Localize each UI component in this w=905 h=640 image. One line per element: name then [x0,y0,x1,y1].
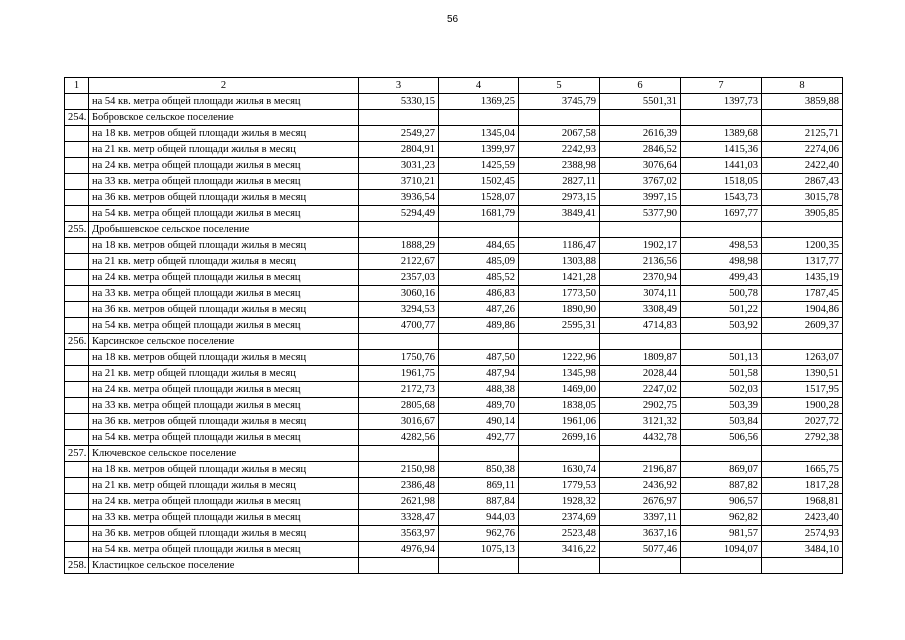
value-cell: 1890,90 [519,302,600,318]
value-cell: 1502,45 [439,174,519,190]
value-cell: 906,57 [681,494,762,510]
value-cell: 506,56 [681,430,762,446]
row-label: на 54 кв. метра общей площади жилья в месяц [89,206,359,222]
settlement-name: Ключевское сельское поселение [89,446,359,462]
page-number: 56 [446,14,459,25]
table-row [65,158,843,174]
value-cell: 2028,44 [600,366,681,382]
settlement-name: Кластицкое сельское поселение [89,558,359,574]
table-row [65,478,843,494]
value-cell: 1094,07 [681,542,762,558]
header-cell: 1 [65,78,89,94]
value-cell: 3859,88 [762,94,843,110]
row-index [65,510,89,526]
value-cell: 2436,92 [600,478,681,494]
row-label: на 33 кв. метра общей площади жилья в месяц [89,286,359,302]
table-header-row [65,78,843,94]
value-cell: 2792,38 [762,430,843,446]
header-cell: 3 [359,78,439,94]
value-cell: 2388,98 [519,158,600,174]
value-cell: 499,43 [681,270,762,286]
value-cell: 1900,28 [762,398,843,414]
value-cell [762,222,843,238]
table-row [65,398,843,414]
table-row [65,414,843,430]
value-cell [439,446,519,462]
value-cell: 3121,32 [600,414,681,430]
value-cell: 1543,73 [681,190,762,206]
table-row [65,318,843,334]
table-row [65,286,843,302]
value-cell: 487,26 [439,302,519,318]
row-index [65,270,89,286]
value-cell: 2067,58 [519,126,600,142]
value-cell: 488,38 [439,382,519,398]
value-cell: 2150,98 [359,462,439,478]
section-row [65,222,843,238]
value-cell: 3308,49 [600,302,681,318]
row-label: на 21 кв. метр общей площади жилья в месяц [89,478,359,494]
value-cell: 3710,21 [359,174,439,190]
value-cell: 1773,50 [519,286,600,302]
value-cell: 3849,41 [519,206,600,222]
value-cell: 887,82 [681,478,762,494]
value-cell: 2423,40 [762,510,843,526]
row-index: 257. [65,446,89,462]
value-cell: 1888,29 [359,238,439,254]
value-cell: 1415,36 [681,142,762,158]
row-index [65,350,89,366]
value-cell: 485,52 [439,270,519,286]
value-cell: 2172,73 [359,382,439,398]
value-cell [439,558,519,574]
row-index [65,302,89,318]
value-cell: 1928,32 [519,494,600,510]
value-cell: 501,58 [681,366,762,382]
value-cell: 3905,85 [762,206,843,222]
value-cell: 3060,16 [359,286,439,302]
value-cell [600,334,681,350]
value-cell: 2125,71 [762,126,843,142]
table-row [65,350,843,366]
section-row [65,446,843,462]
section-row [65,110,843,126]
value-cell: 1397,73 [681,94,762,110]
value-cell [359,558,439,574]
value-cell: 487,94 [439,366,519,382]
value-cell: 2609,37 [762,318,843,334]
value-cell: 981,57 [681,526,762,542]
value-cell: 2357,03 [359,270,439,286]
header-cell: 2 [89,78,359,94]
table-row [65,382,843,398]
value-cell: 3031,23 [359,158,439,174]
value-cell: 1200,35 [762,238,843,254]
row-index [65,286,89,302]
table-row [65,254,843,270]
value-cell [359,446,439,462]
value-cell: 962,82 [681,510,762,526]
value-cell: 4282,56 [359,430,439,446]
header-cell: 7 [681,78,762,94]
value-cell: 1517,95 [762,382,843,398]
row-label: на 36 кв. метров общей площади жилья в месяц [89,190,359,206]
row-index: 255. [65,222,89,238]
row-index [65,398,89,414]
value-cell [762,558,843,574]
table-row [65,270,843,286]
value-cell: 1904,86 [762,302,843,318]
row-label: на 21 кв. метр общей площади жилья в месяц [89,366,359,382]
value-cell: 3563,97 [359,526,439,542]
row-index [65,462,89,478]
value-cell: 503,84 [681,414,762,430]
value-cell: 486,83 [439,286,519,302]
value-cell: 2676,97 [600,494,681,510]
table-body [65,78,843,574]
value-cell: 2422,40 [762,158,843,174]
value-cell [762,110,843,126]
value-cell: 2973,15 [519,190,600,206]
value-cell: 1441,03 [681,158,762,174]
value-cell: 1968,81 [762,494,843,510]
value-cell: 1303,88 [519,254,600,270]
row-label: на 36 кв. метров общей площади жилья в месяц [89,526,359,542]
value-cell: 2549,27 [359,126,439,142]
row-index [65,366,89,382]
value-cell: 2136,56 [600,254,681,270]
value-cell: 1369,25 [439,94,519,110]
table-row [65,94,843,110]
value-cell: 2846,52 [600,142,681,158]
value-cell: 869,07 [681,462,762,478]
row-label: на 54 кв. метра общей площади жилья в месяц [89,430,359,446]
value-cell: 498,53 [681,238,762,254]
value-cell: 3015,78 [762,190,843,206]
value-cell: 502,03 [681,382,762,398]
value-cell [359,110,439,126]
value-cell: 5501,31 [600,94,681,110]
table-row [65,142,843,158]
value-cell: 3484,10 [762,542,843,558]
value-cell [681,446,762,462]
value-cell: 490,14 [439,414,519,430]
value-cell: 2242,93 [519,142,600,158]
value-cell: 962,76 [439,526,519,542]
row-label: на 21 кв. метр общей площади жилья в месяц [89,254,359,270]
value-cell: 1075,13 [439,542,519,558]
header-cell: 6 [600,78,681,94]
row-label: на 18 кв. метров общей площади жилья в месяц [89,126,359,142]
value-cell: 2805,68 [359,398,439,414]
value-cell: 3637,16 [600,526,681,542]
value-cell [439,334,519,350]
value-cell [681,558,762,574]
value-cell: 1390,51 [762,366,843,382]
table-row [65,302,843,318]
value-cell: 1528,07 [439,190,519,206]
value-cell [600,110,681,126]
value-cell: 1222,96 [519,350,600,366]
value-cell: 2247,02 [600,382,681,398]
table-row [65,510,843,526]
row-index: 256. [65,334,89,350]
value-cell: 1697,77 [681,206,762,222]
row-index [65,158,89,174]
value-cell: 1665,75 [762,462,843,478]
value-cell: 2386,48 [359,478,439,494]
settlement-name: Карсинское сельское поселение [89,334,359,350]
row-label: на 54 кв. метра общей площади жилья в месяц [89,318,359,334]
table-row [65,542,843,558]
row-index [65,142,89,158]
value-cell: 3936,54 [359,190,439,206]
value-cell: 3074,11 [600,286,681,302]
table-row [65,494,843,510]
value-cell [681,222,762,238]
row-label: на 33 кв. метра общей площади жилья в месяц [89,510,359,526]
row-index [65,190,89,206]
row-label: на 24 кв. метра общей площади жилья в месяц [89,494,359,510]
table-row [65,430,843,446]
value-cell [519,446,600,462]
value-cell: 4700,77 [359,318,439,334]
row-index [65,94,89,110]
value-cell: 2699,16 [519,430,600,446]
row-index [65,414,89,430]
value-cell: 501,13 [681,350,762,366]
value-cell: 1961,75 [359,366,439,382]
value-cell: 1961,06 [519,414,600,430]
row-label: на 24 кв. метра общей площади жилья в месяц [89,270,359,286]
table-row [65,462,843,478]
value-cell: 2621,98 [359,494,439,510]
header-cell: 4 [439,78,519,94]
value-cell: 887,84 [439,494,519,510]
row-index [65,174,89,190]
value-cell: 1345,04 [439,126,519,142]
value-cell: 1399,97 [439,142,519,158]
value-cell: 484,65 [439,238,519,254]
row-label: на 18 кв. метров общей площади жилья в месяц [89,350,359,366]
row-label: на 33 кв. метра общей площади жилья в месяц [89,174,359,190]
value-cell [519,110,600,126]
value-cell: 1435,19 [762,270,843,286]
row-label: на 24 кв. метра общей площади жилья в месяц [89,382,359,398]
value-cell: 487,50 [439,350,519,366]
value-cell: 2274,06 [762,142,843,158]
value-cell: 2374,69 [519,510,600,526]
value-cell: 1681,79 [439,206,519,222]
value-cell [519,558,600,574]
value-cell: 2523,48 [519,526,600,542]
value-cell: 1838,05 [519,398,600,414]
value-cell: 1425,59 [439,158,519,174]
value-cell: 1787,45 [762,286,843,302]
value-cell: 1809,87 [600,350,681,366]
settlement-name: Дробышевское сельское поселение [89,222,359,238]
value-cell [359,222,439,238]
value-cell: 4976,94 [359,542,439,558]
table-row [65,238,843,254]
value-cell [519,334,600,350]
value-cell: 1817,28 [762,478,843,494]
row-label: на 36 кв. метров общей площади жилья в месяц [89,414,359,430]
value-cell: 3016,67 [359,414,439,430]
value-cell: 1750,76 [359,350,439,366]
row-index [65,318,89,334]
value-cell: 1779,53 [519,478,600,494]
row-index [65,126,89,142]
row-label: на 18 кв. метров общей площади жилья в месяц [89,238,359,254]
value-cell: 1186,47 [519,238,600,254]
header-cell: 5 [519,78,600,94]
value-cell: 3076,64 [600,158,681,174]
value-cell: 2616,39 [600,126,681,142]
value-cell: 1518,05 [681,174,762,190]
value-cell [600,446,681,462]
value-cell: 4714,83 [600,318,681,334]
row-index: 258. [65,558,89,574]
row-index [65,542,89,558]
value-cell: 850,38 [439,462,519,478]
value-cell: 2595,31 [519,318,600,334]
value-cell: 3745,79 [519,94,600,110]
value-cell: 2370,94 [600,270,681,286]
value-cell [359,334,439,350]
value-cell: 2122,67 [359,254,439,270]
value-cell: 3294,53 [359,302,439,318]
value-cell: 2827,11 [519,174,600,190]
value-cell [762,446,843,462]
row-index [65,526,89,542]
table-row [65,126,843,142]
row-label: на 18 кв. метров общей площади жилья в месяц [89,462,359,478]
value-cell [519,222,600,238]
value-cell: 1630,74 [519,462,600,478]
table-row [65,190,843,206]
tariff-table [64,77,843,574]
value-cell: 501,22 [681,302,762,318]
row-label: на 54 кв. метра общей площади жилья в месяц [89,542,359,558]
row-label: на 33 кв. метра общей площади жилья в месяц [89,398,359,414]
value-cell: 3397,11 [600,510,681,526]
value-cell: 489,70 [439,398,519,414]
value-cell [439,110,519,126]
value-cell: 498,98 [681,254,762,270]
section-row [65,558,843,574]
value-cell: 5077,46 [600,542,681,558]
value-cell: 1389,68 [681,126,762,142]
table-row [65,526,843,542]
value-cell: 2804,91 [359,142,439,158]
value-cell: 1421,28 [519,270,600,286]
value-cell: 492,77 [439,430,519,446]
row-index: 254. [65,110,89,126]
row-index [65,478,89,494]
value-cell: 503,39 [681,398,762,414]
value-cell [681,334,762,350]
value-cell: 1263,07 [762,350,843,366]
table-row [65,366,843,382]
section-row [65,334,843,350]
value-cell: 944,03 [439,510,519,526]
value-cell: 3328,47 [359,510,439,526]
row-index [65,430,89,446]
value-cell: 1317,77 [762,254,843,270]
value-cell: 2027,72 [762,414,843,430]
row-label: на 54 кв. метра общей площади жилья в месяц [89,94,359,110]
row-label: на 24 кв. метра общей площади жилья в месяц [89,158,359,174]
value-cell [439,222,519,238]
table-row [65,206,843,222]
value-cell: 3767,02 [600,174,681,190]
value-cell [600,222,681,238]
value-cell: 1902,17 [600,238,681,254]
row-label: на 21 кв. метр общей площади жилья в месяц [89,142,359,158]
value-cell: 4432,78 [600,430,681,446]
table-row [65,174,843,190]
value-cell: 2196,87 [600,462,681,478]
value-cell: 2867,43 [762,174,843,190]
value-cell: 3997,15 [600,190,681,206]
value-cell [600,558,681,574]
value-cell: 5377,90 [600,206,681,222]
value-cell: 869,11 [439,478,519,494]
settlement-name: Бобровское сельское поселение [89,110,359,126]
row-index [65,254,89,270]
value-cell: 485,09 [439,254,519,270]
value-cell: 1469,00 [519,382,600,398]
row-label: на 36 кв. метров общей площади жилья в месяц [89,302,359,318]
header-cell: 8 [762,78,843,94]
value-cell: 489,86 [439,318,519,334]
row-index [65,382,89,398]
value-cell: 2574,93 [762,526,843,542]
value-cell: 2902,75 [600,398,681,414]
value-cell: 5294,49 [359,206,439,222]
value-cell: 1345,98 [519,366,600,382]
row-index [65,494,89,510]
value-cell [681,110,762,126]
value-cell: 503,92 [681,318,762,334]
value-cell [762,334,843,350]
value-cell: 3416,22 [519,542,600,558]
value-cell: 5330,15 [359,94,439,110]
value-cell: 500,78 [681,286,762,302]
row-index [65,238,89,254]
row-index [65,206,89,222]
